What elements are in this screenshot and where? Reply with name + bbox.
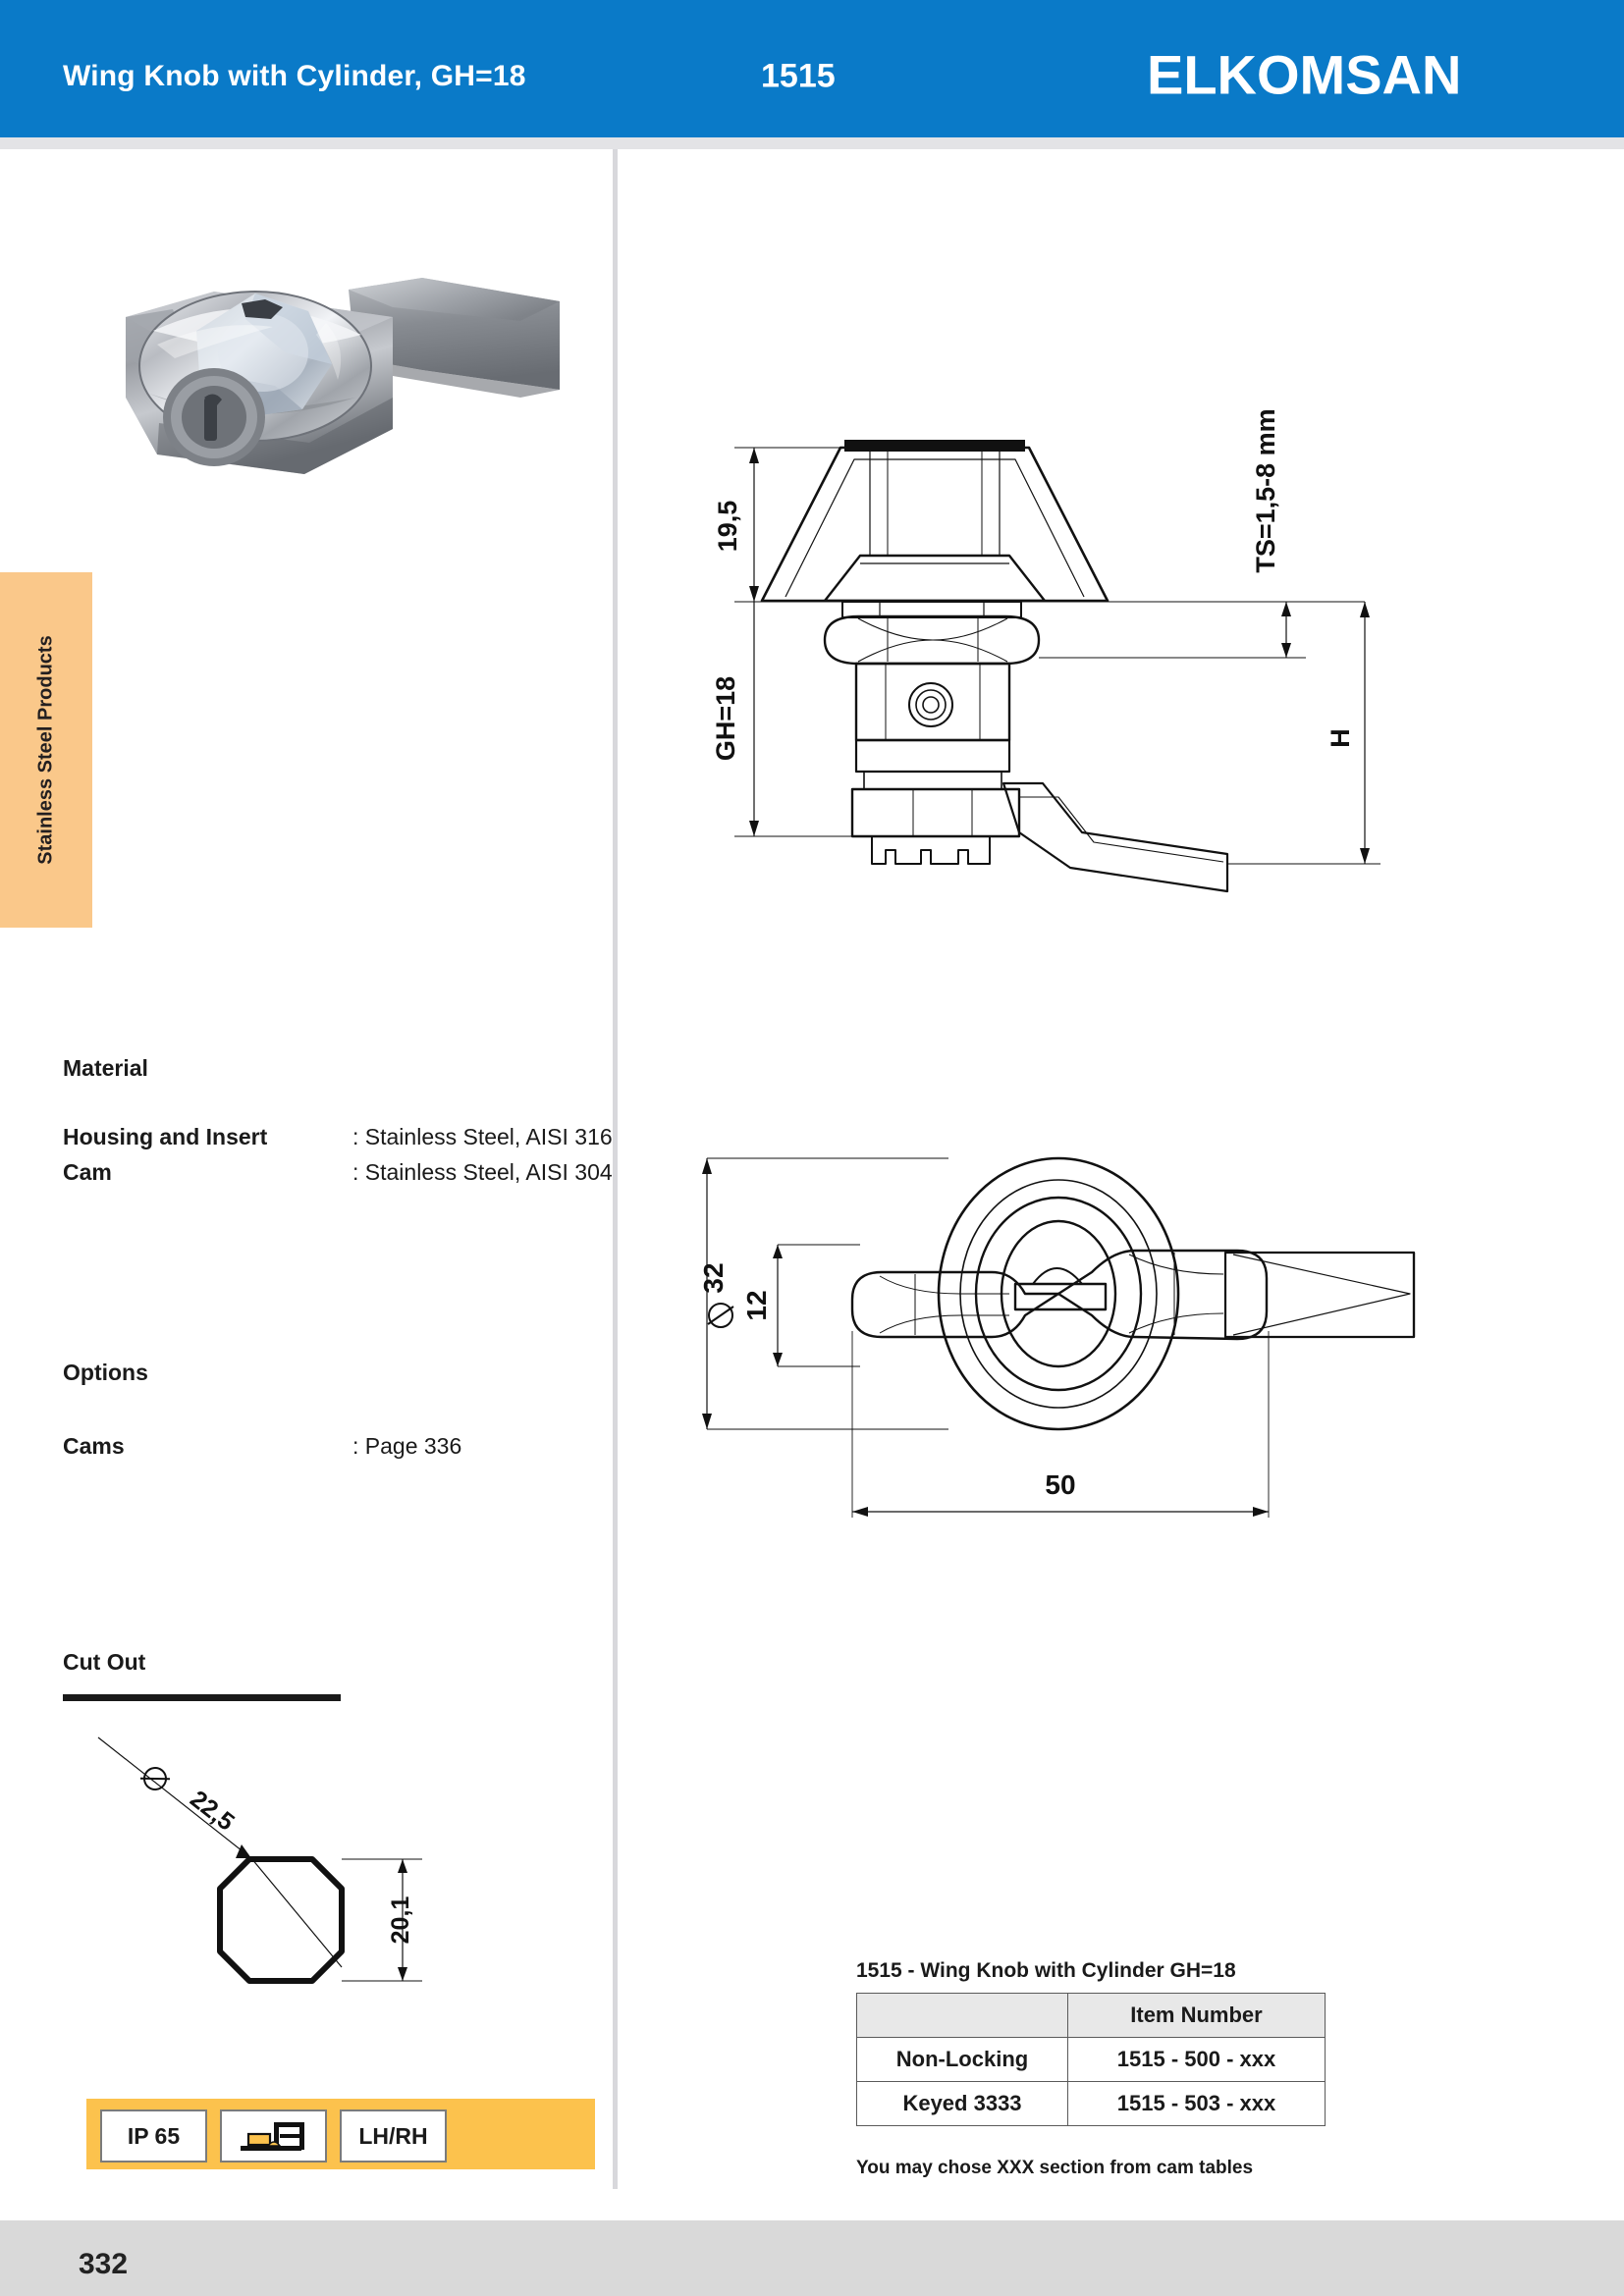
sidebar-category-tab <box>0 572 92 928</box>
table-cell-type: Keyed 3333 <box>857 2082 1068 2126</box>
item-number-table <box>856 1993 1326 2126</box>
options-row-label: Cams <box>63 1433 125 1459</box>
header-underline-strip <box>0 137 1624 149</box>
material-heading: Material <box>63 1055 148 1081</box>
material-row <box>63 1124 613 1159</box>
page-title: Wing Knob with Cylinder, GH=18 <box>63 60 526 92</box>
page-number: 332 <box>79 2248 129 2280</box>
product-photo <box>98 250 569 535</box>
table-cell-item-number: 1515 - 500 - xxx <box>1068 2038 1326 2082</box>
dim-19-5-label: 19,5 <box>713 500 742 553</box>
table-row <box>857 2082 1326 2126</box>
material-row-value: : Stainless Steel, AISI 316 <box>352 1124 613 1149</box>
page-header <box>0 0 1624 137</box>
options-row-value[interactable]: : Page 336 <box>352 1433 462 1459</box>
dim-50-label: 50 <box>1045 1469 1076 1500</box>
cutout-height-label: 20,1 <box>387 1896 414 1945</box>
column-divider <box>613 149 618 2189</box>
panel-mount-icon <box>220 2109 327 2163</box>
options-row <box>63 1433 462 1468</box>
material-row <box>63 1159 613 1195</box>
table-header-blank <box>857 1994 1068 2038</box>
cutout-drawing <box>79 1728 520 2061</box>
top-view-drawing <box>687 1129 1463 1561</box>
material-row-value: : Stainless Steel, AISI 304 <box>352 1159 613 1185</box>
dim-h-label: H <box>1326 728 1355 748</box>
table-cell-item-number: 1515 - 503 - xxx <box>1068 2082 1326 2126</box>
cutout-heading-rule <box>63 1694 341 1701</box>
brand-logo: ELKOMSAN <box>1147 43 1462 106</box>
side-view-drawing <box>677 373 1424 893</box>
cutout-heading: Cut Out <box>63 1649 146 1675</box>
table-header-row <box>857 1994 1326 2038</box>
options-section <box>63 1360 462 1468</box>
feature-badge-bar <box>86 2099 595 2169</box>
ip-rating-badge: IP 65 <box>100 2109 207 2163</box>
page-footer <box>0 2220 1624 2296</box>
dim-gh-label: GH=18 <box>711 675 740 762</box>
item-table-title: 1515 - Wing Knob with Cylinder GH=18 <box>856 1959 1236 1982</box>
dim-diameter-32-label: 32 <box>698 1262 729 1294</box>
cutout-diameter-label: 22,5 <box>185 1785 240 1837</box>
table-header-item-number: Item Number <box>1068 1994 1326 2038</box>
dim-ts-label: TS=1,5-8 mm <box>1251 408 1280 573</box>
material-row-label: Cam <box>63 1159 112 1185</box>
product-code: 1515 <box>761 57 836 95</box>
item-table-note: You may chose XXX section from cam tables <box>856 2158 1254 2178</box>
sidebar-category-label: Stainless Steel Products <box>34 635 57 865</box>
material-row-label: Housing and Insert <box>63 1124 268 1149</box>
dim-12-label: 12 <box>741 1290 772 1321</box>
table-cell-type: Non-Locking <box>857 2038 1068 2082</box>
table-row <box>857 2038 1326 2082</box>
options-heading: Options <box>63 1360 148 1385</box>
material-section <box>63 1055 613 1195</box>
handedness-badge: LH/RH <box>340 2109 447 2163</box>
